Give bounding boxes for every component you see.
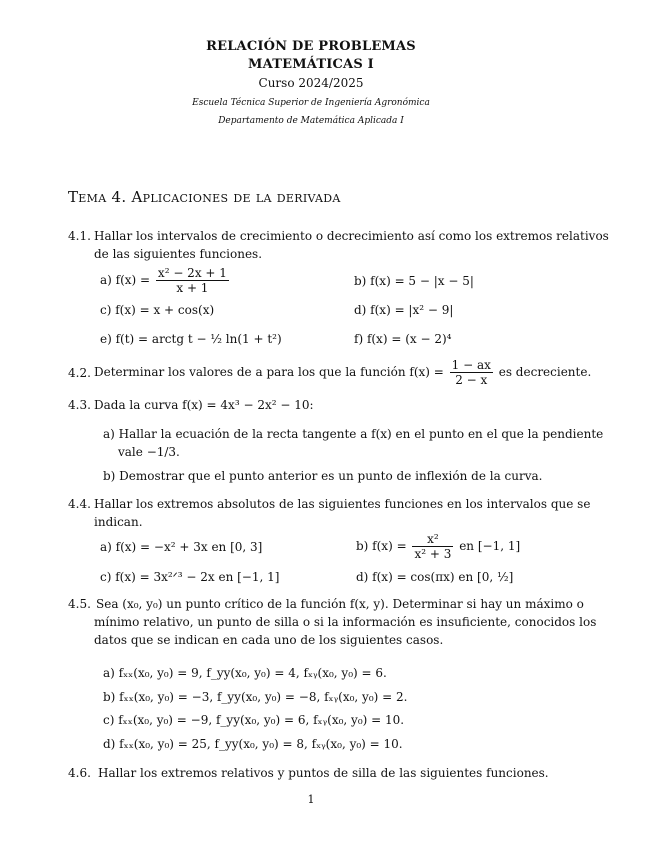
problem-4-5-text-cont2: datos que se indican en cada uno de los siguientes casos.: [94, 633, 444, 647]
problem-4-6-text: Hallar los extremos relativos y puntos de silla de las siguientes funciones.: [98, 766, 549, 780]
problem-4-4-text: Hallar los extremos absolutos de las siguientes funciones en los intervalos que se: [94, 497, 591, 511]
fraction: $\frac{\text{x²}}{\text{x² + 3}}$: [414, 532, 452, 561]
problem-4-3-text: Dada la curva f(x) = 4x³ − 2x² − 10:: [94, 398, 314, 412]
problem-4-1-text: Hallar los intervalos de crecimiento o decrecimiento así como los extremos relativos: [94, 229, 609, 243]
item-4-1-f: f) f(x) = (x − 2)⁴: [354, 332, 452, 346]
item-4-1-a: a) f(x) = $\frac{\text{x² − 2x + 1}}{x + 1}$: [100, 266, 227, 295]
item-4-1-e: e) f(t) = arctg t − ½ ln(1 + t²): [100, 332, 282, 346]
school-name: Escuela Técnica Superior de Ingeniería Agronómica: [192, 98, 430, 108]
item-4-5-a: a) fₓₓ(x₀, y₀) = 9, f_yy(x₀, y₀) = 4, fₓᵧ(x₀, y₀) = 6.: [103, 666, 387, 680]
problem-number: 4.3.: [68, 398, 91, 412]
problem-number: 4.5.: [68, 597, 91, 611]
problem-4-2-text: Determinar los valores de a para los que la función f(x) = $\frac{1 - ax}{2 - x}$ es decreciente.: [94, 358, 592, 387]
item-4-1-d: d) f(x) = |x² − 9|: [354, 303, 454, 317]
page-number: 1: [307, 793, 315, 806]
item-4-1-b: b) f(x) = 5 − |x − 5|: [354, 274, 474, 288]
item-4-4-d: d) f(x) = cos(πx) en [0, ½]: [356, 570, 514, 584]
problem-4-5-text-cont: mínimo relativo, un punto de silla o si la información es insuficiente, conocidos los: [94, 615, 597, 629]
problem-number: 4.4.: [68, 497, 91, 511]
item-4-3-a-cont: vale −1/3.: [118, 445, 180, 459]
item-4-3-b: b) Demostrar que el punto anterior es un punto de inflexión de la curva.: [103, 469, 543, 483]
problem-4-1-text-cont: de las siguientes funciones.: [94, 247, 263, 261]
item-4-4-b: b) f(x) = $\frac{\text{x²}}{\text{x² + 3}}$ en [−1, 1]: [356, 532, 521, 561]
fraction: $\frac{1 - ax}{2 - x}$: [451, 358, 491, 387]
problem-number: 4.1.: [68, 229, 91, 243]
item-4-4-a: a) f(x) = −x² + 3x en [0, 3]: [100, 540, 263, 554]
problem-4-5-text: Sea (x₀, y₀) un punto crítico de la función f(x, y). Determinar si hay un máximo o: [96, 597, 584, 611]
doc-title-line1: RELACIÓN DE PROBLEMAS: [206, 39, 416, 54]
problem-number: 4.6.: [68, 766, 91, 780]
item-4-5-d: d) fₓₓ(x₀, y₀) = 25, f_yy(x₀, y₀) = 8, fₓᵧ(x₀, y₀) = 10.: [103, 737, 403, 751]
item-4-1-c: c) f(x) = x + cos(x): [100, 303, 215, 317]
problem-number: 4.2.: [68, 366, 91, 380]
item-4-3-a: a) Hallar la ecuación de la recta tangente a f(x) en el punto en el que la pendiente: [103, 427, 604, 441]
department-name: Departamento de Matemática Aplicada I: [218, 116, 404, 126]
item-4-5-c: c) fₓₓ(x₀, y₀) = −9, f_yy(x₀, y₀) = 6, fₓᵧ(x₀, y₀) = 10.: [103, 713, 405, 727]
fraction: $\frac{\text{x² − 2x + 1}}{x + 1}$: [157, 266, 227, 295]
doc-title-line2: MATEMÁTICAS I: [248, 57, 374, 72]
item-4-5-b: b) fₓₓ(x₀, y₀) = −3, f_yy(x₀, y₀) = −8, fₓᵧ(x₀, y₀) = 2.: [103, 690, 408, 704]
problem-4-4-text-cont: indican.: [94, 515, 143, 529]
section-title: Tema 4. Aplicaciones de la derivada: [68, 188, 341, 206]
course-year: Curso 2024/2025: [258, 76, 364, 90]
item-4-4-c: c) f(x) = 3x²ᐟ³ − 2x en [−1, 1]: [100, 570, 280, 584]
